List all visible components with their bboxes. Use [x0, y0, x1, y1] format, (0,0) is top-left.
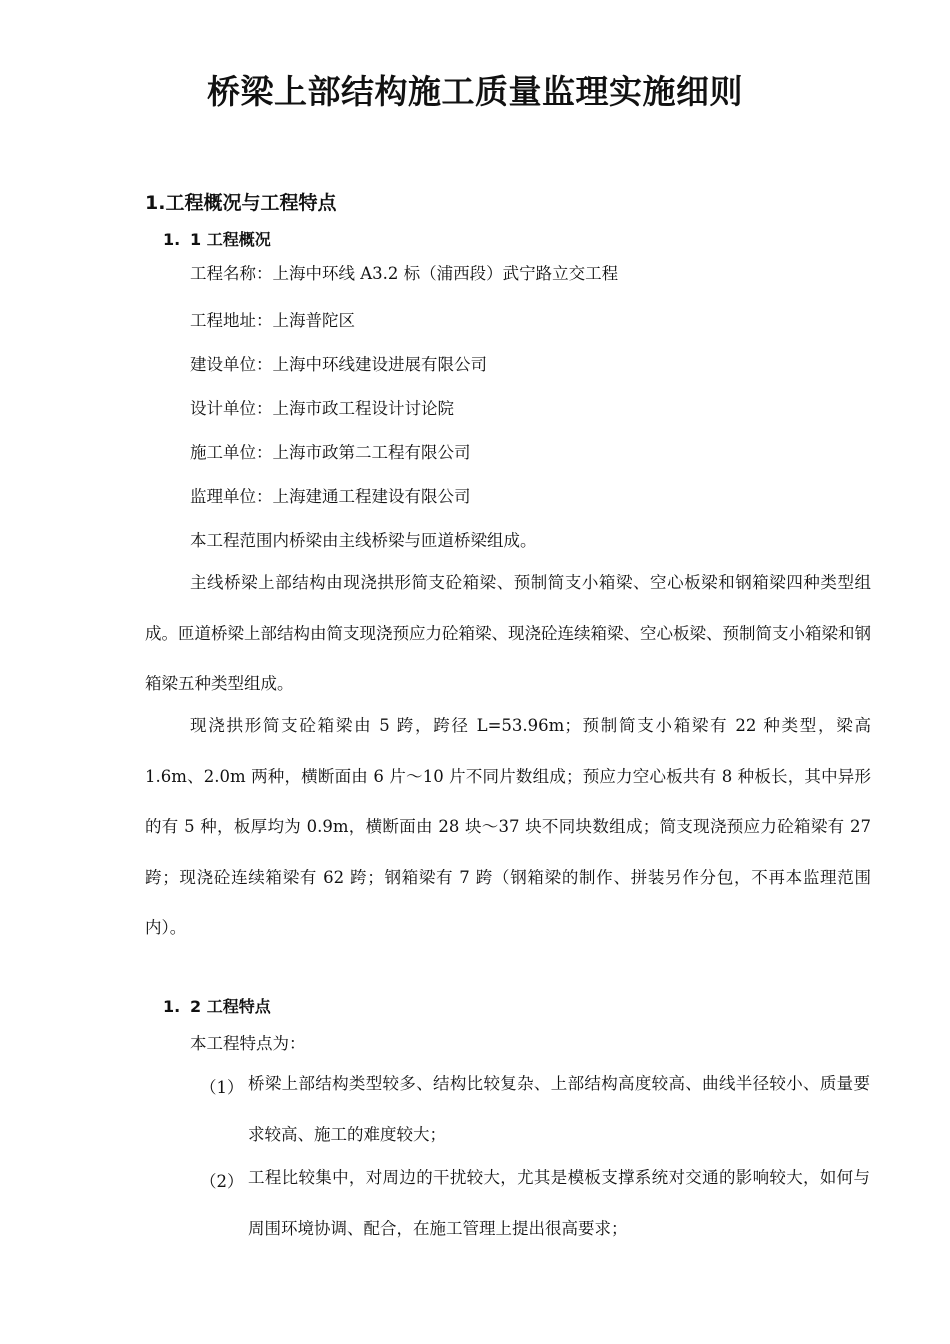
item-text: 桥梁上部结构类型较多、结构比较复杂、上部结构高度较高、曲线半径较小、质量要求较高、施工的难度较大；	[248, 1074, 870, 1144]
field-design-unit: 设计单位：上海市政工程设计讨论院	[190, 399, 454, 418]
subsection-label: 2 工程特点	[190, 997, 271, 1016]
paragraph-superstructure-types: 主线桥梁上部结构由现浇拱形简支砼箱梁、预制简支小箱梁、空心板梁和钢箱梁四种类型组成。匝道桥梁上部结构由简支现浇预应力砼箱梁、现浇砼连续箱梁、空心板梁、预制简支小箱梁和钢箱梁五种类型组成。	[145, 573, 871, 693]
document-title: 桥梁上部结构施工质量监理实施细则	[207, 72, 743, 111]
subsection-number: 1.	[163, 230, 181, 249]
field-project-name: 工程名称：上海中环线 A3.2 标（浦西段）武宁路立交工程	[190, 264, 619, 283]
field-construction-owner: 建设单位：上海中环线建设进展有限公司	[190, 355, 487, 374]
subsection-number: 1.	[163, 997, 181, 1016]
field-project-address: 工程地址：上海普陀区	[190, 311, 355, 330]
paragraph-features-intro: 本工程特点为：	[190, 1034, 306, 1053]
subsection-label: 1 工程概况	[190, 230, 271, 249]
field-construction-unit: 施工单位：上海市政第二工程有限公司	[190, 443, 471, 462]
item-marker: （2）	[200, 1172, 244, 1191]
paragraph-span-details: 现浇拱形简支砼箱梁由 5 跨，跨径 L=53.96m；预制简支小箱梁有 22 种类型，梁高 1.6m、2.0m 两种，横断面由 6 片～10 片不同片数组成；预应力空心板共有 8 种板长，其中异形的有 5 种，板厚均为 0.9m，横断面由 28 块～37 块不同块数组成；简支现浇预应力砼箱梁有 27 跨；现浇砼连续箱梁有 62 跨；钢箱梁有 7 跨（钢箱梁的制作、拼装另作分包，不再本监理范围内）。	[145, 716, 871, 937]
item-marker: （1）	[200, 1078, 244, 1097]
subsection-heading-1-2	[163, 994, 271, 1017]
field-supervision-unit: 监理单位：上海建通工程建设有限公司	[190, 487, 471, 506]
section-heading-1: 1.工程概况与工程特点	[145, 192, 337, 214]
item-text: 工程比较集中，对周边的干扰较大，尤其是模板支撑系统对交通的影响较大，如何与周围环境协调、配合，在施工管理上提出很高要求；	[248, 1168, 870, 1238]
paragraph-bridge-composition: 本工程范围内桥梁由主线桥梁与匝道桥梁组成。	[190, 531, 537, 550]
subsection-heading-1-1	[163, 227, 271, 250]
